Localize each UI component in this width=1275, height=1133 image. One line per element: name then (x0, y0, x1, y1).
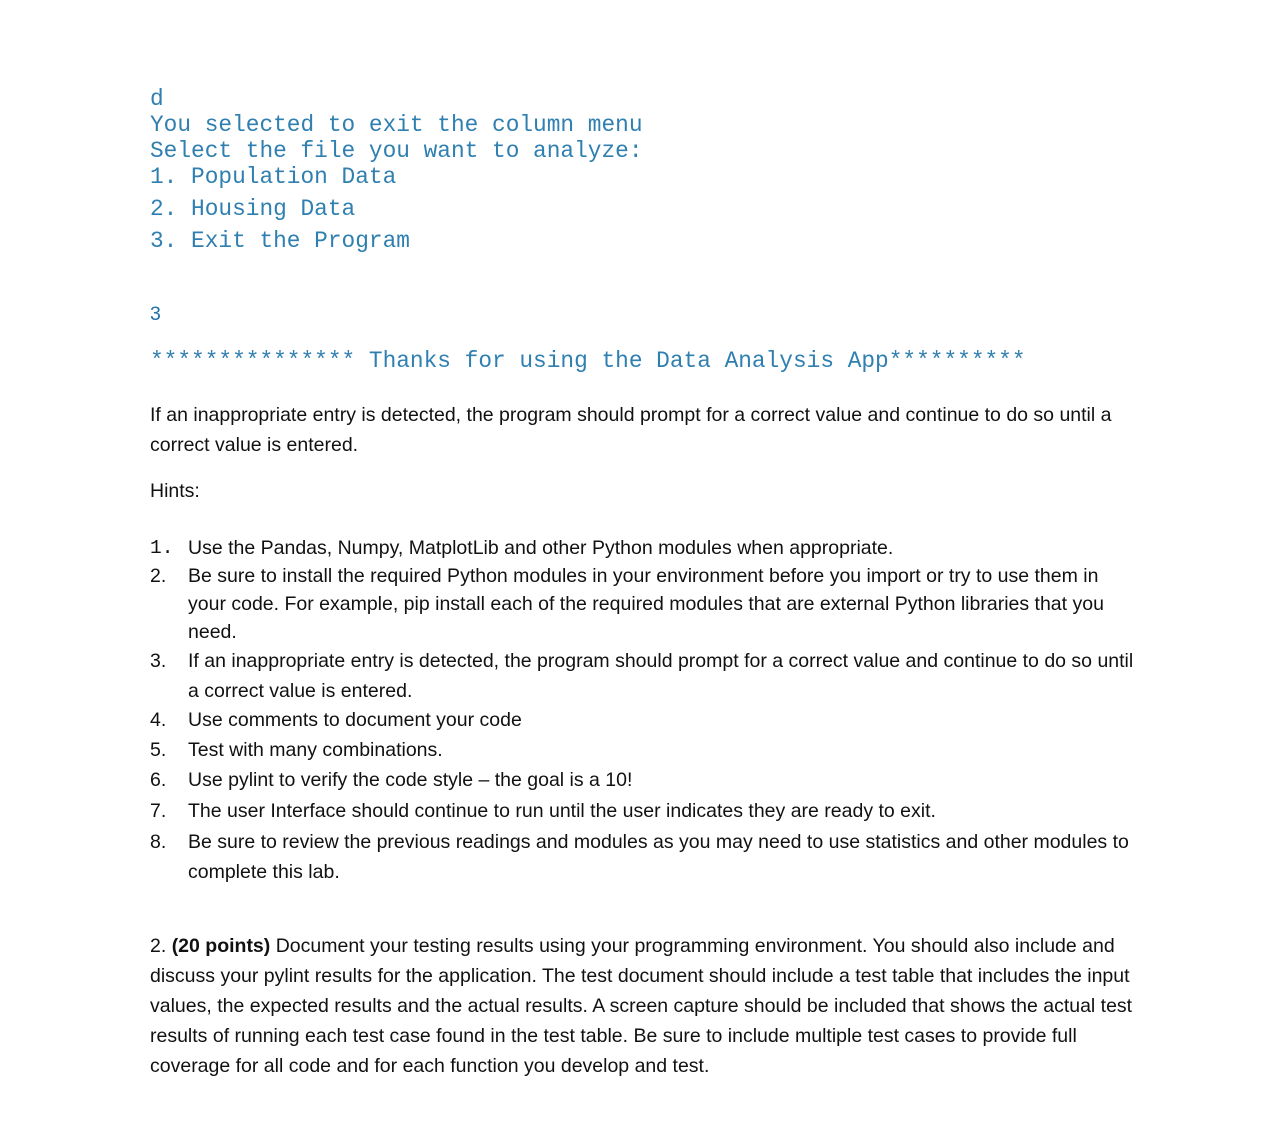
menu-option-population: 1. Population Data (150, 164, 397, 190)
menu-option-housing: 2. Housing Data (150, 196, 356, 222)
hint-item: 5. Test with many combinations. (150, 739, 443, 761)
hints-label: Hints: (150, 480, 200, 502)
section-2-paragraph (150, 931, 1140, 1081)
hint-item: 4. Use comments to document your code (150, 709, 522, 731)
hint-item: 1. Use the Pandas, Numpy, MatplotLib and other Python modules when appropriate. (150, 537, 894, 559)
hint-item: 2. Be sure to install the required Python modules in your environment before you import or try to use them in your code. For example, pip install each of the required modules that are external Python libraries that you need. (150, 565, 1104, 643)
paragraph-invalid-entry: If an inappropriate entry is detected, the program should prompt for a correct value and continue to do so until a correct value is entered. (150, 404, 1112, 456)
console-line: Select the file you want to analyze: (150, 138, 643, 164)
console-input: 3 (150, 303, 161, 325)
section-number: 2. (150, 935, 167, 957)
section-points: (20 points) (171, 935, 271, 957)
hint-item: 6. Use pylint to verify the code style – the goal is a 10! (150, 769, 633, 791)
console-line: d (150, 86, 164, 112)
menu-option-exit: 3. Exit the Program (150, 228, 410, 254)
hint-item: 8. Be sure to review the previous readings and modules as you may need to use statistics and other modules to complete this lab. (150, 831, 1129, 883)
hint-item: 7. The user Interface should continue to run until the user indicates they are ready to exit. (150, 800, 936, 822)
section-text: Document your testing results using your programming environment. You should also include and discuss your pylint results for the application. The test document should include a test table that includes the input values, the expected results and the actual results. A screen capture should be included that shows the actual test results of running each test case found in the test table. Be sure to include multiple test cases to provide full coverage for all code and for each function you develop and test. (150, 935, 1133, 1077)
hint-item: 3. If an inappropriate entry is detected, the program should prompt for a correct value and continue to do so until a correct value is entered. (150, 650, 1134, 702)
console-line: You selected to exit the column menu (150, 112, 643, 138)
thanks-message: *************** Thanks for using the Data Analysis App********** (150, 348, 1026, 374)
